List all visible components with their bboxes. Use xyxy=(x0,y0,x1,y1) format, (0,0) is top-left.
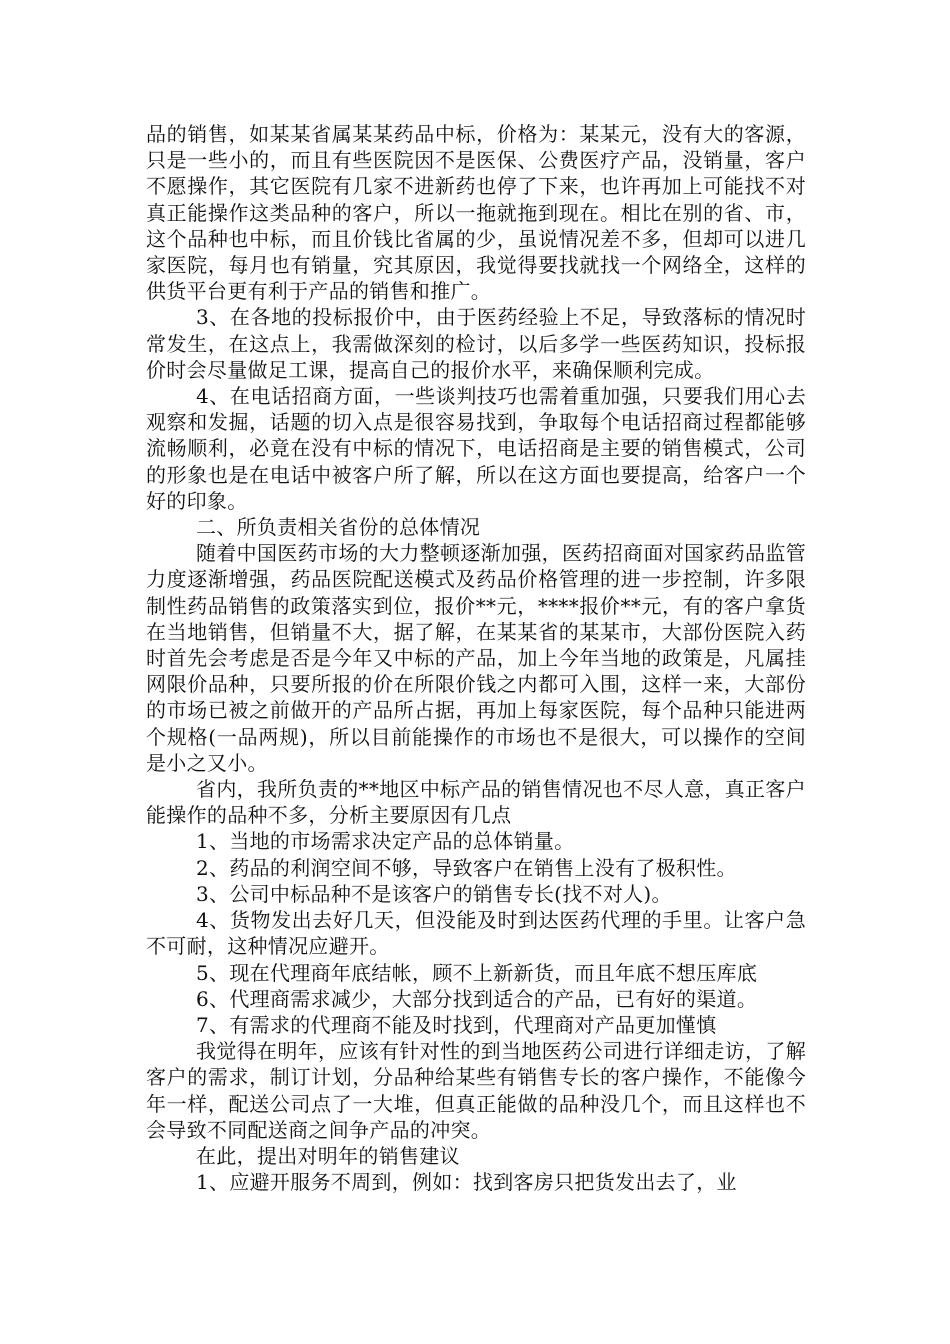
reason-item-2: 2、药品的利润空间不够，导致客户在销售上没有了极积性。 xyxy=(196,855,737,880)
reason-item-5: 5、现在代理商年底结帐，顾不上新新货，而且年底不想压库底 xyxy=(196,960,758,985)
reason-item-3: 3、公司中标品种不是该客户的销售专长(找不对人)。 xyxy=(196,881,672,906)
paragraph-item-4: 4、在电话招商方面，一些谈判技巧也需着重加强，只要我们用心去观察和发掘，话题的切入点是很容易找到，争取每个电话招商过程都能够流畅顺利，必竟在没有中标的情况下，电话招商是主要的销售模式，公司的形象也是在电话中被客户所了解，所以在这方面也要提高，给客户一个好的印象。 xyxy=(146,384,806,513)
paragraph-suggestions-heading: 在此，提出对明年的销售建议 xyxy=(196,1143,460,1168)
paragraph-item-3: 3、在各地的投标报价中，由于医药经验上不足，导致落标的情况时常发生，在这点上，我需做深刻的检讨，以后多学一些医药知识，投标报价时会尽量做足工课，提高自己的报价水平，来确保顺利完成。 xyxy=(146,305,806,382)
suggestion-item-1: 1、应避开服务不周到，例如：找到客房只把货发出去了，业 xyxy=(196,1170,737,1195)
section-heading-2: 二、所负责相关省份的总体情况 xyxy=(196,515,481,540)
reason-item-1: 1、当地的市场需求决定产品的总体销量。 xyxy=(196,829,575,854)
paragraph-province-sales: 省内，我所负责的**地区中标产品的销售情况也不尽人意，真正客户能操作的品种不多，分析主要原因有几点 xyxy=(146,777,806,828)
reason-item-4: 4、货物发出去好几天，但没能及时到达医药代理的手里。让客户急不可耐，这种情况应避开。 xyxy=(146,908,806,959)
paragraph-market-overview: 随着中国医药市场的大力整顿逐渐加强，医药招商面对国家药品监管力度逐渐增强，药品医院配送模式及药品价格管理的进一步控制，许多限制性药品销售的政策落实到位，报价**元，****报价**元，有的客户拿货在当地销售，但销量不大，据了解，在某某省的某某市，大部份医院入药时首先会考虑是否是今年又中标的产品，加上今年当地的政策是，凡属挂网限价品种，只要所报的价在所限价钱之内都可入围，这样一来，大部份的市场已被之前做开的产品所占据，再加上每家医院，每个品种只能进两个规格(一品两规)，所以目前能操作的市场也不是很大，可以操作的空间是小之又小。 xyxy=(146,541,806,775)
paragraph-next-year-plan: 我觉得在明年，应该有针对性的到当地医药公司进行详细走访，了解客户的需求，制订计划，分品种给某些有销售专长的客户操作，不能像今年一样，配送公司点了一大堆，但真正能做的品种没几个，而且这样也不会导致不同配送商之间争产品的冲突。 xyxy=(146,1039,806,1142)
reason-item-7: 7、有需求的代理商不能及时找到，代理商对产品更加慬慎 xyxy=(196,1012,717,1037)
document-body xyxy=(146,121,806,1195)
paragraph-continuation: 品的销售，如某某省属某某药品中标，价格为：某某元，没有大的客源，只是一些小的，而且有些医院因不是医保、公费医疗产品，没销量，客户不愿操作，其它医院有几家不进新药也停了下来，也许再加上可能找不对真正能操作这类品种的客户，所以一拖就拖到现在。相比在别的省、市，这个品种也中标，而且价钱比省属的少，虽说情况差不多，但却可以进几家医院，每月也有销量，究其原因，我觉得要找就找一个网络全，这样的供货平台更有利于产品的销售和推广。 xyxy=(146,122,806,304)
reason-item-6: 6、代理商需求减少，大部分找到适合的产品，已有好的渠道。 xyxy=(196,986,758,1011)
